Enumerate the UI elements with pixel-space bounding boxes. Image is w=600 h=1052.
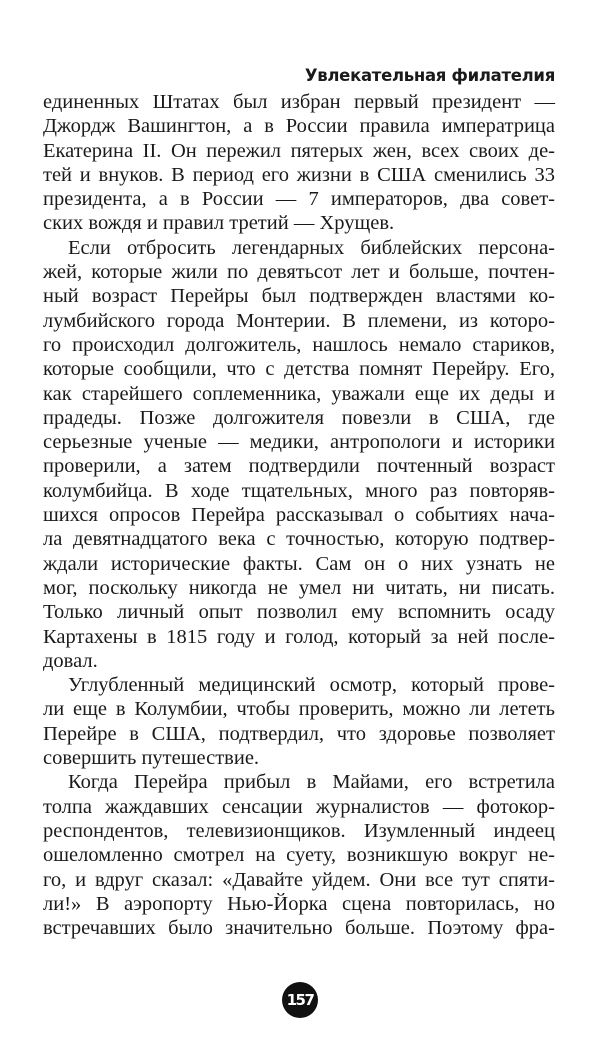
text-line: мог, поскольку никогда не умел ни читать, ни писать.: [43, 576, 555, 599]
text-line: колумбийца. В ходе тщательных, много раз повторяв-: [43, 479, 555, 502]
text-line: жей, которые жили по девятьсот лет и больше, почтен-: [43, 261, 555, 284]
page-number: 157: [282, 982, 318, 1018]
running-header: Увлекательная филателия: [304, 66, 555, 85]
page-body: [43, 90, 555, 940]
text-line: Екатерина II. Он пережил пятерых жен, всех своих де-: [43, 139, 555, 162]
text-line: проверили, а затем подтвердили почтенный возраст: [43, 455, 555, 478]
paragraph: [43, 673, 555, 770]
paragraph: [43, 236, 555, 673]
text-line: Только личный опыт позволил ему вспомнить осаду: [43, 601, 555, 624]
text-line: встречавших было значительно больше. Поэтому фра-: [43, 917, 555, 940]
text-line: Картахены в 1815 году и голод, который за ней после-: [43, 625, 555, 648]
text-line: ждали исторические факты. Сам он о них узнать не: [43, 552, 555, 575]
text-line: довал.: [43, 649, 98, 672]
text-line: ла девятнадцатого века с точностью, которую подтвер-: [43, 528, 555, 551]
text-line: как старейшего соплеменника, уважали еще их деды и: [43, 382, 555, 405]
text-line: Перейре в США, подтвердил, что здоровье позволяет: [43, 722, 555, 745]
text-line: ли еще в Колумбии, чтобы проверить, можно ли лететь: [43, 698, 555, 721]
text-line: президента, а в России — 7 императоров, два совет-: [43, 188, 555, 211]
text-line: го происходил долгожитель, нашлось немало стариков,: [43, 333, 555, 356]
text-line: ошеломленно смотрел на суету, возникшую вокруг не-: [43, 844, 555, 867]
text-line: ный возраст Перейры был подтвержден властями ко-: [43, 285, 555, 308]
text-line: тей и внуков. В период его жизни в США сменились 33: [43, 163, 555, 186]
text-line: респондентов, телевизионщиков. Изумленный индеец: [43, 819, 555, 842]
text-line: ли!» В аэропорту Нью-Йорка сцена повторилась, но: [43, 892, 555, 915]
text-line: единенных Штатах был избран первый президент —: [43, 91, 555, 113]
paragraph: [43, 90, 555, 236]
text-line: Джордж Вашингтон, а в России правила императрица: [43, 115, 555, 138]
text-line: лумбийского города Монтерии. В племени, из которо-: [43, 309, 555, 332]
text-line: Углубленный медицинский осмотр, который прове-: [68, 674, 555, 697]
text-line: ских вождя и правил третий — Хрущев.: [43, 212, 395, 235]
text-line: совершить путешествие.: [43, 747, 260, 770]
text-line: го, и вдруг сказал: «Давайте уйдем. Они все тут спяти-: [43, 868, 555, 891]
text-line: шихся опросов Перейра рассказывал о событиях нача-: [43, 504, 555, 527]
text-line: Если отбросить легендарных библейских персона-: [68, 236, 555, 259]
text-line: прадеды. Позже долгожителя повезли в США, где: [43, 406, 555, 429]
text-line: серьезные ученые — медики, антропологи и историки: [43, 431, 555, 454]
text-line: которые сообщили, что с детства помнят Перейру. Его,: [43, 358, 555, 381]
paragraph: [43, 770, 555, 940]
text-line: Когда Перейра прибыл в Майами, его встретила: [68, 771, 555, 794]
text-line: толпа жаждавших сенсации журналистов — фотокор-: [43, 795, 555, 818]
